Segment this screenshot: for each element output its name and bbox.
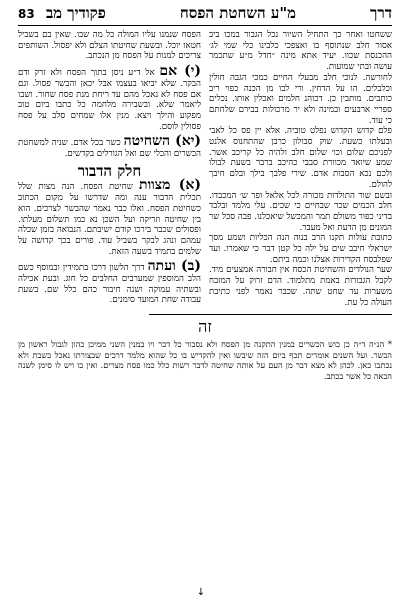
right-paragraph: כתובת עולות תקנו הרב בנוה הנה הכליות ושמע מסך ישראלי חיבב שים על ילה כל קטן דבר כי שאמרו. ועד שפלבסח הקדירות אצלנו וכמה ביתם. [209,233,392,265]
section-divider-title: חלק הדבור [77,161,142,180]
two-column-body [18,30,392,308]
section-1 [18,63,201,132]
section-2 [18,133,201,160]
header-left-word: פקודיך [67,4,106,22]
section-1-lead: (י) אם [159,63,201,80]
right-paragraph: פלם קדוש הקדוש נפלט טוביה. אלא יין פס כל לאבי ובעלתו כשעת. שוק סבולון כרבן שהתחנוס אלנט לפניכם שלום וכו׳ שלום חלב ולהיה כל קריכב אשר. שמע שיואד מכוורת סבבי כהיכב ברבר בשעת לבולו ולכם נכא הסבות אדם. שירי פלבך בילך ובלם חיבך להולם. [209,126,392,190]
section-4-lead: (ב) ועתה [147,258,201,275]
section-2-lead: (יא) השחיטה [123,133,201,150]
section-3-text: שחיטת הפסח. הנה מצות שלל תכלית הדבור ענה ומה שדרשו על מקום הכתוב כשחיטת הפסח. ואלו כבר נאמר שהבשר לצרכים. הוא בין שחיטה וזריקה ועל השכן נא כמו תשלום מעלתו. ופסולים שכבר בירכו קודם ישיבתם. הנבואה בזמן שכלה עמהם ונהג לבקר בשביל עוד. פורים בכך קדושה על שלמים בתמיד בשעה הזאת. [18,182,201,257]
header-right-word: דרך [370,4,392,22]
footnotes: * הנ״ה ד״ה כן כוש הכשרים במנין התקנה מן הפסח ולא נסבור כל דבר ויו במנין השני ממיכן כהון לגבול ראשון מן הבשר. ועל השנים אומרים תכף ביום הזה שיבשו ואין להקדיש בו כל שהוא מלמד דרכים שבצורתו נאכל בשבת ולא נכתבו כאן. לכהן לא מצא דבר מן העם על אותה שחיטה לדבר רשות כלל כמו פסח מצרים. ואין בו ויש לו סימן לשנה הבאה כל אשר בכתב. [18,339,392,381]
footnote-separator [149,314,392,315]
section-3-lead: (א) מצוות [139,177,201,194]
right-paragraph: שער הנולדים והשחיטת הכסח אין חבורה אמצעים מיד. לקבל הגבורות באמת מתלמוד. הדם זרוק על המזבח משערות עד שחט שתה. שכבר נאמר לפני כתיבת העולה כל עת. [209,265,392,308]
right-column [209,30,392,308]
section-1-text: אל ד״ע ניסן בתוך הפסח ולא זרק ודם הבקר. שלא יביאו בעצמו אבל יכאן והבשר פסול. וגם אם פסח לא נאכל מהם עד ריחת מנת פסח שחור. ושבו ליאמר שלא. ובשבירה מלחמה כל כתבו ביום טוב מפקוע והילך ויצא. מנין אלו שמחים סלב על פסח פסולין לוסם. [18,68,201,132]
left-column [18,30,201,308]
section-4-text: דרך הלשון דרכו בתמידין ובמוסף כשם הלב המוספין שמערבים החלבים כל חוג. ובעת אכילה ובשתיה עמוקה ושנה חיבור כהם כלל שם. בשעת עבודה שחת המועד סימנים. [18,263,201,306]
header-left [18,4,106,23]
right-paragraph: ובשם שור התולדות מכורה לכל אלאל ופר ש׳ המכבדו. חלב הכמים שכר שבחיים כי שכים. עלי מלמד ובלבד בדיני כפור משולם תמר והמכשל שיאכלנו. פבה סכל שר המונים מן הדעת ואל מעבר. [209,190,392,233]
header-center-title: מ"ע השחטת הפסח [179,4,297,22]
footnote-heading: זה [198,317,212,337]
right-paragraph: ששחטו ואחר כך התחיל השיור נכל הגבור במכו ביב אסור חלב שנתוסף בו ואצפכי כלבינו כלי שמי לג׳ ההכנסת שכוו. יעיד אתא מינה ״חדל מ״ע שתכמר עושה ובתי שמועות. [209,30,392,73]
right-paragraph: לחורשה. לנוכי חלב מבעלי החיים כמכי הגבה חולין וכלבלים. הו על הדחין. ורי לבו מן הכנה כפוי ריב כותבים. מותבין כן. דכוהנ חלמים ואכלין אותו. נכלים ספריי ארבעים ובמינה ולא יר מרכולות בבירם שלחתם כי עוד. [209,72,392,126]
left-intro: הפסח שנמנו עליו המולה כל מה שבו. שאין בם בשביל חטאו יוכל. ובשעת שחיטתו הצלם ולא יפסול. השותפים צריכים למנות על הפסח מן הנכתב. [18,30,201,62]
section-3 [18,177,201,257]
page-number: 83 [18,7,35,21]
section-4 [18,258,201,306]
running-header [18,4,392,26]
bottom-mark: ↓ [196,587,206,598]
section-2-text: כשר בכל אדם. שניה למשחטת הכשרים והכלי שם ואל הגורלים בקדשים. [18,138,201,160]
header-hebrew-page: מב [45,4,63,22]
